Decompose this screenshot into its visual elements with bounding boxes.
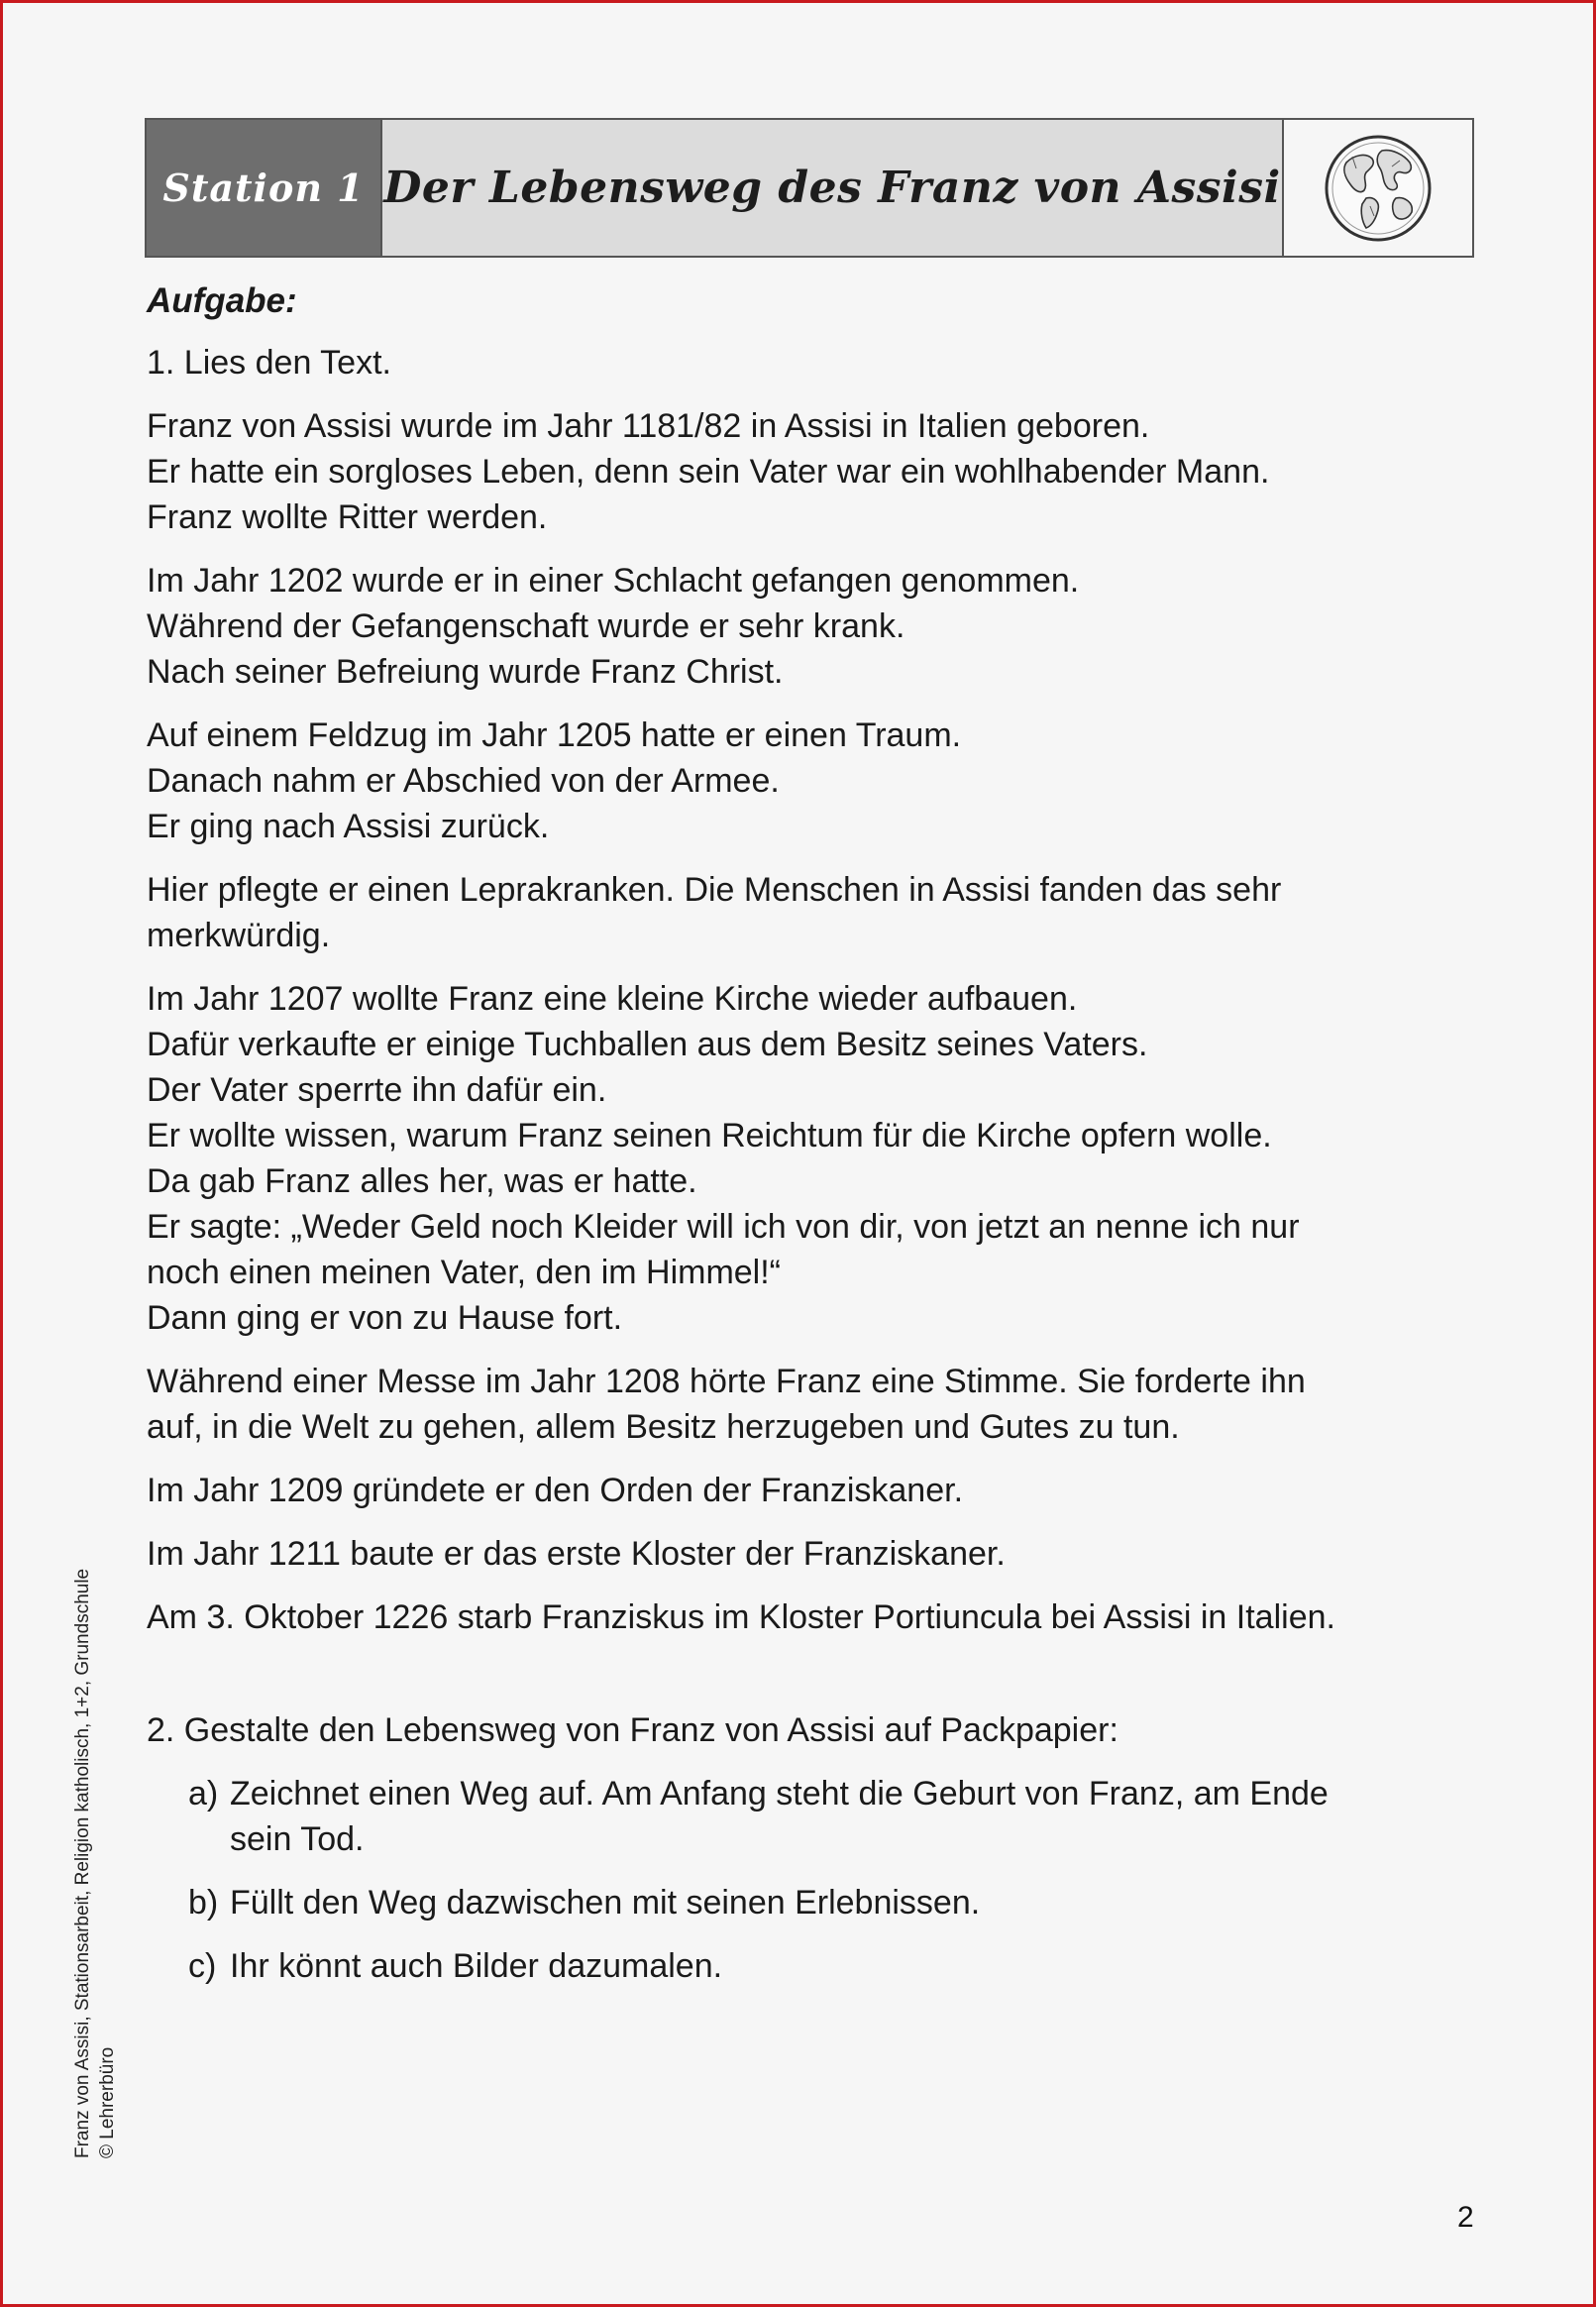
substep-marker: b) bbox=[188, 1884, 219, 1922]
paragraph bbox=[147, 976, 1484, 1341]
text-line: Danach nahm er Abschied von der Armee. bbox=[147, 762, 780, 800]
substep-b bbox=[188, 1880, 1484, 1925]
paragraph bbox=[147, 713, 1484, 849]
text-line: Dafür verkaufte er einige Tuchballen aus dem Besitz seines Vaters. bbox=[147, 1026, 1148, 1063]
text-line: Im Jahr 1207 wollte Franz eine kleine Kirche wieder aufbauen. bbox=[147, 980, 1078, 1018]
text-line: Er ging nach Assisi zurück. bbox=[147, 808, 550, 845]
text-line: Im Jahr 1209 gründete er den Orden der Franziskaner. bbox=[147, 1472, 964, 1509]
substep-marker: a) bbox=[188, 1775, 219, 1813]
text-line: Er hatte ein sorgloses Leben, denn sein Vater war ein wohlhabender Mann. bbox=[147, 453, 1270, 491]
substep-c bbox=[188, 1943, 1484, 1989]
substep-a bbox=[188, 1771, 1484, 1862]
paragraph bbox=[147, 1594, 1484, 1640]
paragraph bbox=[147, 403, 1484, 540]
substep-marker: c) bbox=[188, 1947, 217, 1985]
station-label: Station 1 bbox=[147, 120, 382, 256]
step-2: 2. Gestalte den Lebensweg von Franz von Assisi auf Packpapier: bbox=[147, 1711, 1118, 1749]
globe-icon-box bbox=[1284, 120, 1472, 256]
paragraph bbox=[147, 558, 1484, 695]
page-number: 2 bbox=[1457, 2201, 1474, 2234]
side-credit bbox=[70, 1569, 120, 2158]
copyright-line: © Lehrerbüro bbox=[97, 2046, 118, 2158]
paragraph bbox=[147, 867, 1484, 958]
text-line: Er sagte: „Weder Geld noch Kleider will ich von dir, von jetzt an nenne ich nur bbox=[147, 1208, 1300, 1246]
text-line: Da gab Franz alles her, was er hatte. bbox=[147, 1162, 697, 1200]
paragraph bbox=[147, 1531, 1484, 1577]
worksheet-content bbox=[147, 278, 1484, 2007]
text-line: Am 3. Oktober 1226 starb Franziskus im Kloster Portiuncula bei Assisi in Italien. bbox=[147, 1598, 1335, 1636]
text-line: Während der Gefangenschaft wurde er sehr krank. bbox=[147, 607, 905, 645]
text-line: Nach seiner Befreiung wurde Franz Christ. bbox=[147, 653, 784, 691]
text-line: Im Jahr 1202 wurde er in einer Schlacht gefangen genommen. bbox=[147, 562, 1080, 600]
text-line: Während einer Messe im Jahr 1208 hörte Franz eine Stimme. Sie forderte ihn bbox=[147, 1363, 1306, 1400]
text-line: Dann ging er von zu Hause fort. bbox=[147, 1299, 623, 1337]
text-line: Er wollte wissen, warum Franz seinen Reichtum für die Kirche opfern wolle. bbox=[147, 1117, 1272, 1154]
globe-icon bbox=[1323, 133, 1434, 244]
text-line: Hier pflegte er einen Leprakranken. Die Menschen in Assisi fanden das sehr bbox=[147, 871, 1282, 909]
substep-line: Ihr könnt auch Bilder dazumalen. bbox=[230, 1947, 723, 1985]
text-line: Franz von Assisi wurde im Jahr 1181/82 in Assisi in Italien geboren. bbox=[147, 407, 1150, 445]
text-line: Franz wollte Ritter werden. bbox=[147, 498, 548, 536]
station-header bbox=[145, 118, 1474, 258]
text-line: Der Vater sperrte ihn dafür ein. bbox=[147, 1071, 607, 1109]
task-heading: Aufgabe: bbox=[147, 281, 297, 320]
text-line: auf, in die Welt zu gehen, allem Besitz herzugeben und Gutes zu tun. bbox=[147, 1408, 1180, 1446]
paragraph bbox=[147, 1359, 1484, 1450]
credit-line: Franz von Assisi, Stationsarbeit, Religion katholisch, 1+2, Grundschule bbox=[72, 1568, 93, 2158]
text-line: noch einen meinen Vater, den im Himmel!“ bbox=[147, 1254, 782, 1291]
paragraph bbox=[147, 1468, 1484, 1513]
substep-line: Zeichnet einen Weg auf. Am Anfang steht die Geburt von Franz, am Ende bbox=[230, 1775, 1329, 1813]
substep-line: Füllt den Weg dazwischen mit seinen Erlebnissen. bbox=[230, 1884, 981, 1922]
step-1: 1. Lies den Text. bbox=[147, 344, 391, 382]
text-line: merkwürdig. bbox=[147, 917, 331, 954]
text-line: Auf einem Feldzug im Jahr 1205 hatte er einen Traum. bbox=[147, 716, 962, 754]
page-title: Der Lebensweg des Franz von Assisi bbox=[382, 120, 1284, 256]
text-line: Im Jahr 1211 baute er das erste Kloster der Franziskaner. bbox=[147, 1535, 1006, 1573]
substep-line: sein Tod. bbox=[230, 1820, 365, 1858]
